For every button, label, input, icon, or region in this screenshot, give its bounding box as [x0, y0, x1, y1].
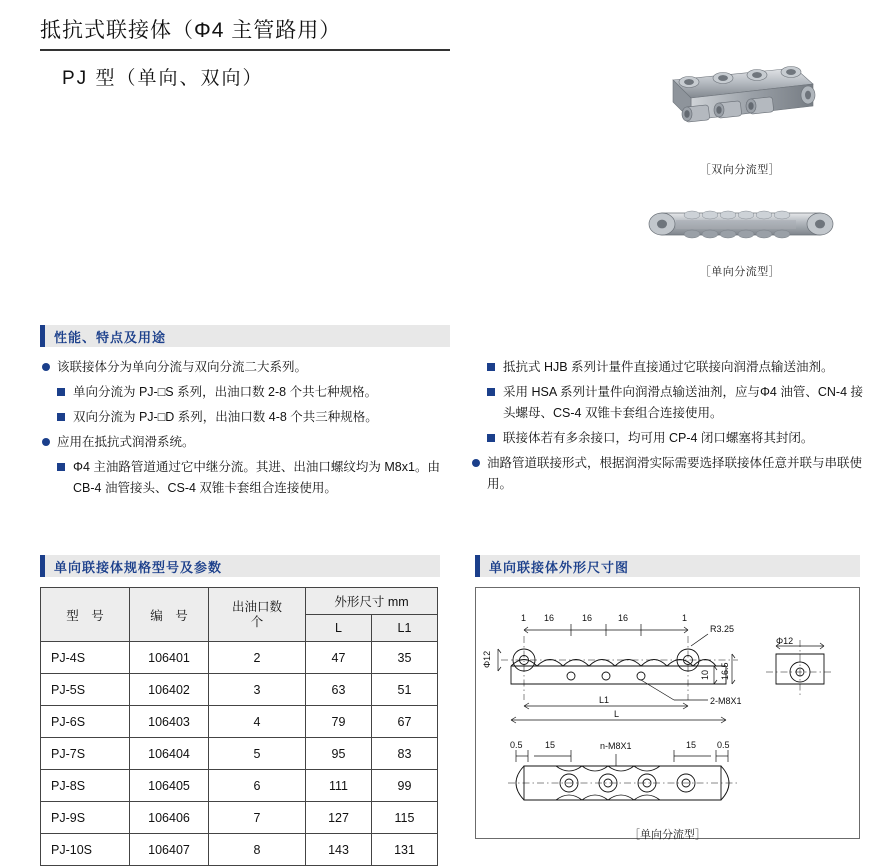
bullet-square-icon — [487, 363, 495, 371]
cell-l: 63 — [306, 674, 372, 706]
list-item — [470, 428, 870, 449]
header-code: 编 号 — [130, 588, 209, 642]
cell-l: 95 — [306, 738, 372, 770]
cell-ports: 8 — [209, 834, 306, 866]
two-way-connector-image — [645, 60, 835, 155]
cell-l: 47 — [306, 642, 372, 674]
feature-text: 采用 HSA 系列计量件向润滑点输送油剂，应与Φ4 油管、CN-4 接头螺母、CS-4 双锥卡套组合连接使用。 — [503, 385, 863, 420]
cell-code: 106405 — [130, 770, 209, 802]
title-divider — [40, 49, 450, 51]
one-way-splitter-photo — [600, 199, 880, 279]
label-bottom-right-15: 15 — [686, 740, 697, 750]
cell-ports: 6 — [209, 770, 306, 802]
bullet-dot-icon — [42, 438, 50, 446]
cell-code: 106404 — [130, 738, 209, 770]
spec-table-body — [41, 642, 438, 866]
table-row — [41, 770, 438, 802]
page-title: 抵抗式联接体（Φ4 主管路用） — [40, 19, 342, 42]
bullet-square-icon — [487, 388, 495, 396]
label-bottom-thread: n-M8X1 — [600, 741, 632, 751]
cell-l: 79 — [306, 706, 372, 738]
bullet-dot-icon — [42, 363, 50, 371]
feature-text: 单向分流为 PJ-□S 系列，出油口数 2-8 个共七种规格。 — [73, 385, 378, 399]
list-item — [470, 357, 870, 378]
label-bottom-left-05: 0.5 — [510, 740, 523, 750]
product-photos — [600, 60, 880, 279]
cell-l1: 67 — [372, 706, 438, 738]
label-height-10: 10 — [700, 669, 710, 680]
one-way-connector-image — [640, 199, 840, 257]
photo-caption: ［双向分流型］ — [699, 164, 781, 176]
spec-table-head — [41, 588, 438, 642]
header-dimensions-group: 外形尺寸 mm — [306, 588, 438, 615]
label-len-l: L — [614, 709, 620, 719]
two-way-splitter-photo — [600, 60, 880, 177]
table-row — [41, 738, 438, 770]
features-right-column — [470, 357, 870, 499]
cell-ports: 2 — [209, 642, 306, 674]
cell-l1: 115 — [372, 802, 438, 834]
bullet-square-icon — [57, 388, 65, 396]
table-row — [41, 802, 438, 834]
table-row — [41, 642, 438, 674]
cell-model: PJ-10S — [41, 834, 130, 866]
label-radius: R3.25 — [710, 624, 735, 634]
dimension-caption: ［单向分流型］ — [629, 829, 706, 841]
cell-l1: 131 — [372, 834, 438, 866]
label-pitch2: 16 — [582, 613, 593, 623]
list-item — [40, 357, 440, 378]
cell-model: PJ-9S — [41, 802, 130, 834]
features-section-header — [40, 325, 450, 347]
title-block — [40, 14, 470, 90]
list-item — [40, 432, 440, 453]
bullet-dot-icon — [472, 459, 480, 467]
cell-ports: 7 — [209, 802, 306, 834]
feature-text: 联接体若有多余接口，均可用 CP-4 闭口螺塞将其封闭。 — [503, 431, 814, 445]
cell-l1: 51 — [372, 674, 438, 706]
label-height-165: 16.5 — [720, 662, 730, 680]
cell-l1: 99 — [372, 770, 438, 802]
label-dia-right: Φ12 — [776, 636, 794, 646]
photo-caption: ［单向分流型］ — [699, 266, 781, 278]
bullet-square-icon — [57, 463, 65, 471]
features-left-column — [40, 357, 440, 503]
page-subtitle: PJ 型（单向、双向） — [62, 68, 264, 89]
dimension-section-header — [475, 555, 860, 577]
label-pitch1: 16 — [544, 613, 555, 623]
cell-model: PJ-5S — [41, 674, 130, 706]
feature-text: 双向分流为 PJ-□D 系列，出油口数 4-8 个共三种规格。 — [73, 410, 378, 424]
cell-ports: 3 — [209, 674, 306, 706]
feature-text: 该联接体分为单向分流与双向分流二大系列。 — [57, 360, 308, 374]
label-bottom-right-05: 0.5 — [717, 740, 730, 750]
label-tick1: 1 — [521, 613, 527, 623]
header-l: L — [306, 615, 372, 642]
cell-l: 127 — [306, 802, 372, 834]
label-len-l1: L1 — [599, 695, 610, 705]
cell-code: 106406 — [130, 802, 209, 834]
cell-ports: 4 — [209, 706, 306, 738]
cell-ports: 5 — [209, 738, 306, 770]
cell-code: 106402 — [130, 674, 209, 706]
label-tick2: 1 — [682, 613, 688, 623]
list-item — [40, 382, 440, 403]
header-model: 型 号 — [41, 588, 130, 642]
list-item — [40, 407, 440, 428]
table-row — [41, 706, 438, 738]
cell-model: PJ-8S — [41, 770, 130, 802]
feature-text: 油路管道联接形式，根据润滑实际需要选择联接体任意并联与串联使用。 — [487, 456, 863, 491]
header-ports-line2: 个 — [250, 614, 264, 629]
cell-code: 106407 — [130, 834, 209, 866]
cell-code: 106403 — [130, 706, 209, 738]
cell-model: PJ-4S — [41, 642, 130, 674]
label-dia-left: Φ12 — [482, 650, 492, 668]
list-item — [470, 453, 870, 495]
features-section-title: 性能、特点及用途 — [54, 329, 167, 345]
header-ports — [209, 588, 306, 642]
label-bottom-left-15: 15 — [545, 740, 556, 750]
dimension-drawing — [476, 588, 859, 838]
header-l1: L1 — [372, 615, 438, 642]
feature-text: 抵抗式 HJB 系列计量件直接通过它联接向润滑点输送油剂。 — [503, 360, 834, 374]
cell-model: PJ-6S — [41, 706, 130, 738]
table-row — [41, 674, 438, 706]
header-ports-line1: 出油口数 — [231, 599, 282, 614]
spec-section-title: 单向联接体规格型号及参数 — [54, 559, 223, 575]
label-pitch3: 16 — [618, 613, 629, 623]
spec-section-header — [40, 555, 440, 577]
label-thread-2: 2-M8X1 — [710, 696, 742, 706]
cell-code: 106401 — [130, 642, 209, 674]
cell-l1: 83 — [372, 738, 438, 770]
cell-l: 143 — [306, 834, 372, 866]
cell-l: 111 — [306, 770, 372, 802]
cell-model: PJ-7S — [41, 738, 130, 770]
feature-text: Φ4 主油路管道通过它中继分流。其进、出油口螺纹均为 M8x1。由 CB-4 油管接头、CS-4 双锥卡套组合连接使用。 — [73, 460, 440, 495]
list-item — [40, 457, 440, 499]
dimension-drawing-panel — [475, 587, 860, 839]
bullet-square-icon — [57, 413, 65, 421]
cell-l1: 35 — [372, 642, 438, 674]
dimension-section-title: 单向联接体外形尺寸图 — [489, 559, 630, 575]
spec-table — [40, 587, 438, 866]
table-row — [41, 834, 438, 866]
table-header-row — [41, 588, 438, 615]
feature-text: 应用在抵抗式润滑系统。 — [57, 435, 195, 449]
bullet-square-icon — [487, 434, 495, 442]
list-item — [470, 382, 870, 424]
